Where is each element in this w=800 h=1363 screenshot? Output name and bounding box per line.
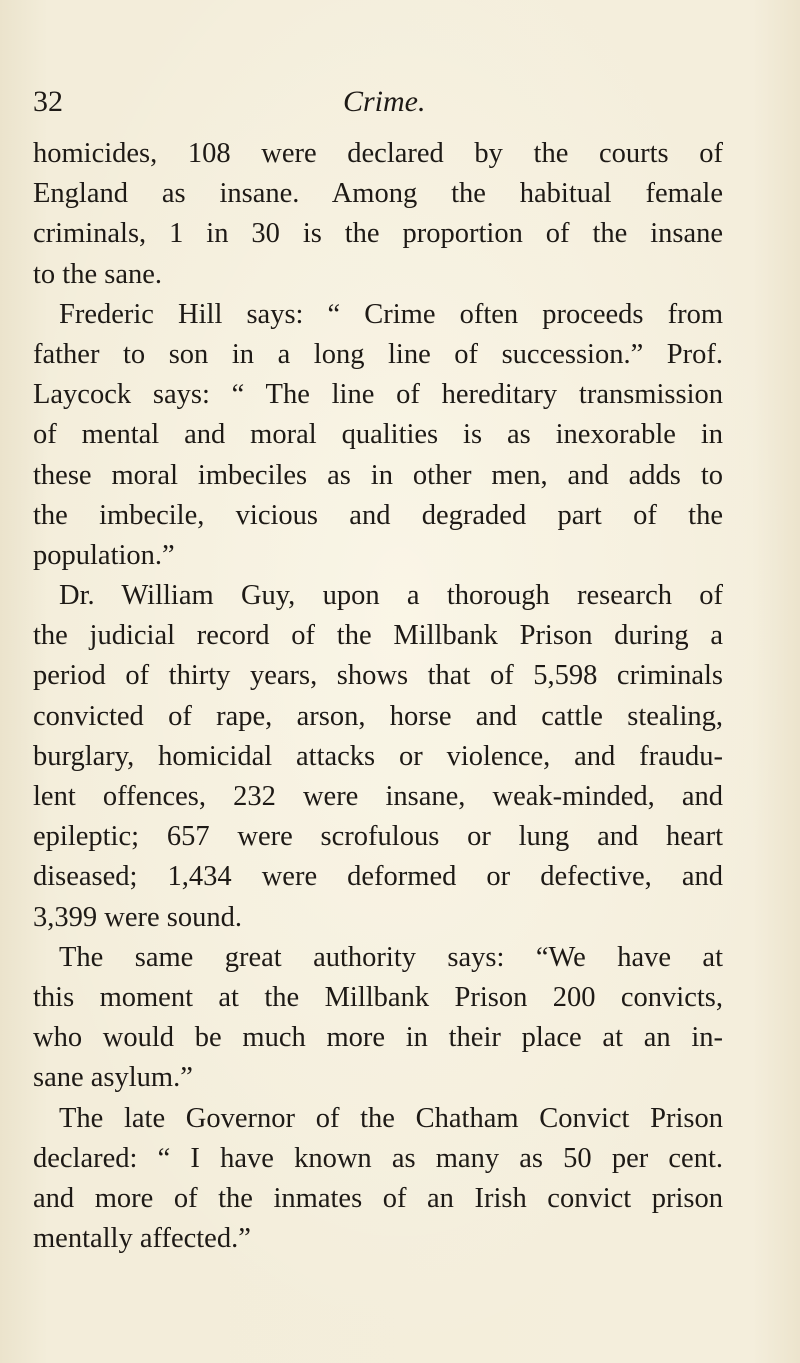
text-line: the imbecile, vicious and degraded part of the (33, 499, 723, 531)
text-line: of mental and moral qualities is as inexorable in (33, 419, 723, 451)
text-line: Dr. William Guy, upon a thorough research of (59, 580, 723, 612)
text-line: burglary, homicidal attacks or violence, and fraudu- (33, 740, 723, 772)
text-line: homicides, 108 were declared by the courts of (33, 138, 723, 169)
running-head (33, 82, 723, 122)
text-line: father to son in a long line of succession.” Prof. (33, 338, 723, 370)
text-line: convicted of rape, arson, horse and cattle stealing, (33, 700, 723, 732)
text-line: this moment at the Millbank Prison 200 convicts, (33, 981, 723, 1013)
text-line: declared: “ I have known as many as 50 per cent. (33, 1142, 723, 1174)
text-line: The same great authority says: “We have at (59, 941, 723, 973)
text-line: these moral imbeciles as in other men, and adds to (33, 459, 723, 491)
text-line: to the sane. (33, 258, 163, 290)
text-line: 3,399 were sound. (33, 901, 242, 933)
text-line: sane asylum.” (33, 1062, 193, 1094)
text-line: lent offences, 232 were insane, weak-minded, and (33, 781, 723, 812)
text-line: Frederic Hill says: “ Crime often proceeds from (59, 298, 723, 330)
text-line: criminals, 1 in 30 is the proportion of the insane (33, 218, 723, 250)
text-line: diseased; 1,434 were deformed or defective, and (33, 861, 723, 893)
text-line: Laycock says: “ The line of hereditary transmission (33, 379, 723, 411)
text-line: England as insane. Among the habitual female (33, 178, 723, 210)
text-line: and more of the inmates of an Irish convict prison (33, 1182, 723, 1214)
text-line: population.” (33, 539, 175, 571)
text-line: The late Governor of the Chatham Convict Prison (59, 1102, 723, 1134)
body-text (33, 134, 723, 1259)
text-line: period of thirty years, shows that of 5,598 criminals (33, 660, 723, 692)
text-line: the judicial record of the Millbank Prison during a (33, 620, 723, 652)
page-number: 32 (33, 85, 63, 118)
text-line: epileptic; 657 were scrofulous or lung and heart (33, 821, 723, 853)
text-line: mentally affected.” (33, 1223, 251, 1255)
text-line: who would be much more in their place at an in- (33, 1022, 723, 1054)
running-title: Crime. (343, 85, 426, 118)
